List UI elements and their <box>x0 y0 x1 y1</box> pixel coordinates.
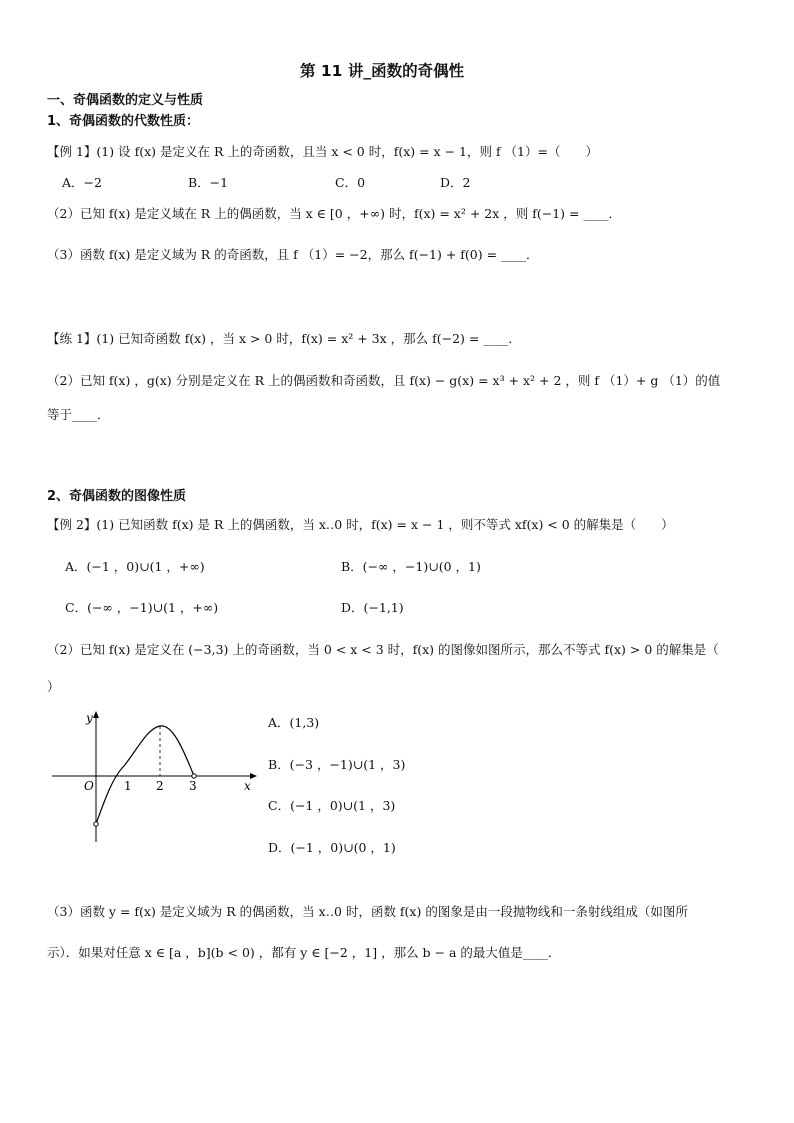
y-axis-label: y <box>86 711 93 725</box>
page-title: 第 11 讲_函数的奇偶性 <box>300 62 465 80</box>
x-tick-label-1: 1 <box>124 779 132 793</box>
section-heading-1: 一、奇偶函数的定义与性质 <box>47 93 204 108</box>
example1-q3: （3）函数 f(x) 是定义域为 R 的奇函数，且 f （1）= −2，那么 f(−1) + f(0) = ____． <box>47 247 539 262</box>
example2-q3-cont: 示）．如果对任意 x ∈ [a ，b](b < 0) ，都有 y ∈ [−2 ，1] ，那么 b − a 的最大值是____． <box>47 945 561 960</box>
example1-q1: 【例 1】(1) 设 f(x) 是定义在 R 上的奇函数，且当 x < 0 时，f(x) = x − 1，则 f （1）=（ ） <box>47 144 598 159</box>
example2-q1-option-c: C．(−∞ ，−1)∪(1 ，+∞) <box>65 600 219 615</box>
y-axis-arrow-icon <box>93 711 99 718</box>
function-graph <box>48 706 258 846</box>
example2-q2-option-c: C．(−1 ，0)∪(1 ，3) <box>268 798 396 813</box>
subsection-heading-1: 1、奇偶函数的代数性质： <box>47 114 200 129</box>
example2-q2-option-d: D．(−1 ，0)∪(0 ，1) <box>268 840 396 855</box>
example2-q1-option-b: B．(−∞ ，−1)∪(0 ，1) <box>341 559 481 574</box>
example2-q1-option-a: A．(−1 ，0)∪(1 ，+∞) <box>65 559 205 574</box>
example1-option-d: D．2 <box>440 175 471 190</box>
open-endpoint <box>94 822 98 826</box>
x-tick-label-2: 2 <box>156 779 164 793</box>
x-axis-label: x <box>244 779 251 793</box>
example2-q2-cont: ） <box>47 679 60 694</box>
example1-q2: （2）已知 f(x) 是定义域在 R 上的偶函数，当 x ∈ [0 ，+∞) 时，f(x) = x² + 2x ，则 f(−1) = ____． <box>47 206 621 221</box>
example2-q1-option-d: D．(−1,1) <box>341 600 404 615</box>
example2-q2-option-a: A．(1,3) <box>268 715 320 730</box>
example1-option-a: A．−2 <box>62 175 102 190</box>
origin-label: O <box>84 779 94 793</box>
example2-q2: （2）已知 f(x) 是定义在 (−3,3) 上的奇函数，当 0 < x < 3 时，f(x) 的图像如图所示，那么不等式 f(x) > 0 的解集是（ <box>47 642 719 657</box>
practice1-q2-cont: 等于____． <box>47 407 110 422</box>
x-tick-label-3: 3 <box>189 779 197 793</box>
function-curve <box>96 726 194 824</box>
example1-option-b: B．−1 <box>188 175 229 190</box>
subsection-heading-2: 2、奇偶函数的图像性质 <box>47 489 187 504</box>
practice1-q1: 【练 1】(1) 已知奇函数 f(x) ，当 x > 0 时，f(x) = x² + 3x ，那么 f(−2) = ____． <box>47 331 521 346</box>
practice1-q2: （2）已知 f(x) ，g(x) 分别是定义在 R 上的偶函数和奇函数，且 f(x) − g(x) = x³ + x² + 2 ，则 f （1）+ g （1）的值 <box>47 373 721 388</box>
example1-option-c: C．0 <box>335 175 366 190</box>
open-endpoint-right <box>192 774 196 778</box>
example2-q3: （3）函数 y = f(x) 是定义域为 R 的偶函数，当 x‥0 时，函数 f(x) 的图象是由一段抛物线和一条射线组成（如图所 <box>47 904 688 919</box>
x-axis-arrow-icon <box>250 773 257 779</box>
example2-q1: 【例 2】(1) 已知函数 f(x) 是 R 上的偶函数，当 x‥0 时，f(x) = x − 1 ，则不等式 xf(x) < 0 的解集是（ ） <box>47 517 674 532</box>
example2-q2-option-b: B．(−3 ，−1)∪(1 ，3) <box>268 757 406 772</box>
